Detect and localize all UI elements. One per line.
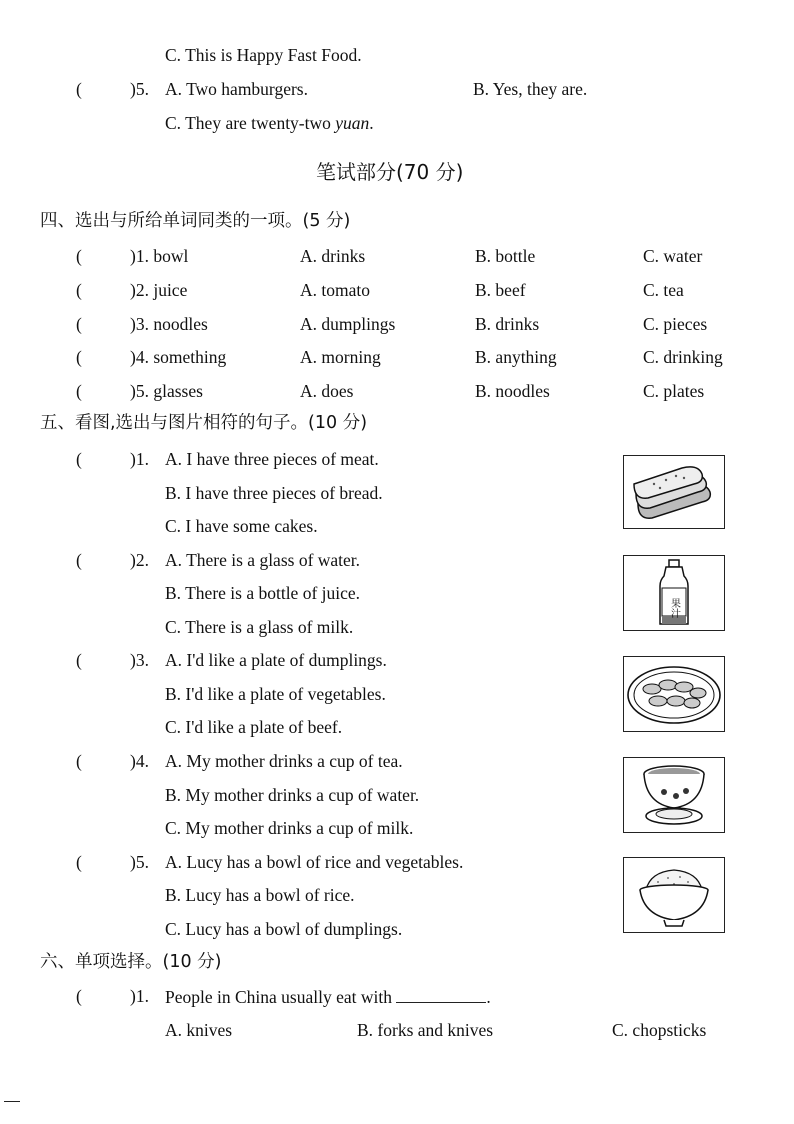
question-word: )1. bowl [130, 246, 189, 266]
tea-cup-icon [623, 757, 725, 833]
option-c: C. pieces [643, 313, 708, 334]
option-c: C. water [643, 246, 703, 266]
question-word: )3. noodles [130, 313, 208, 334]
question-number: )1. [130, 986, 149, 1006]
answer-paren[interactable]: ( [76, 449, 82, 469]
currency-word: yuan [335, 113, 370, 133]
question-number: )5. [130, 851, 149, 872]
written-part-title: 笔试部分(70 分) [316, 160, 464, 184]
option-c: C. There is a glass of milk. [165, 616, 354, 637]
option-a: A. tomato [300, 279, 370, 300]
option-b: B. Yes, they are. [473, 79, 588, 99]
option-a: A. drinks [300, 246, 366, 266]
option-c: C. tea [643, 279, 684, 300]
option-a: A. Two hamburgers. [165, 79, 308, 99]
bottle-label: 果汁 [668, 598, 680, 618]
option-b: B. I have three pieces of bread. [165, 482, 383, 503]
option-b: B. bottle [475, 246, 536, 266]
rice-bowl-icon [623, 857, 725, 933]
question-number: )2. [130, 549, 149, 570]
option-a: A. Lucy has a bowl of rice and vegetables. [165, 851, 464, 872]
option-b: B. beef [475, 279, 526, 300]
section5-heading: 五、看图,选出与图片相符的句子。(10 分) [40, 413, 368, 433]
option-a: A. There is a glass of water. [165, 549, 361, 570]
option-c: C. I'd like a plate of beef. [165, 717, 343, 738]
option-c: C. They are twenty-two yuan. [165, 113, 374, 133]
answer-paren[interactable]: ( [76, 313, 82, 334]
option-b: B. I'd like a plate of vegetables. [165, 683, 386, 704]
question-word: )4. something [130, 347, 227, 368]
option-b: B. forks and knives [357, 1020, 494, 1040]
option-a: A. dumplings [300, 313, 396, 334]
option-b: B. noodles [475, 381, 550, 402]
option-b: B. Lucy has a bowl of rice. [165, 885, 355, 906]
answer-blank[interactable] [396, 988, 486, 1003]
answer-paren[interactable]: ( [76, 751, 82, 772]
question-number: )3. [130, 650, 149, 671]
answer-paren[interactable]: ( [76, 246, 82, 266]
option-c: C. My mother drinks a cup of milk. [165, 818, 414, 839]
question-number: )5. [130, 79, 149, 99]
question-number: )4. [130, 751, 149, 772]
section4-heading: 四、选出与所给单词同类的一项。(5 分) [40, 211, 351, 231]
option-b: B. My mother drinks a cup of water. [165, 784, 420, 805]
dumplings-plate-icon [623, 656, 725, 732]
answer-paren[interactable]: ( [76, 986, 82, 1006]
option-c: C. Lucy has a bowl of dumplings. [165, 918, 403, 939]
answer-paren[interactable]: ( [76, 549, 82, 570]
answer-paren[interactable]: ( [76, 381, 82, 402]
option-b: B. anything [475, 347, 557, 368]
option-a: A. morning [300, 347, 381, 368]
answer-paren[interactable]: ( [76, 851, 82, 872]
question-number: )1. [130, 449, 149, 469]
option-c: C. plates [643, 381, 705, 402]
question-word: )2. juice [130, 279, 188, 300]
q4-option-c: C. This is Happy Fast Food. [165, 45, 362, 65]
page-edge-mark [4, 1101, 20, 1102]
question-stem: People in China usually eat with . [165, 987, 491, 1007]
section6-heading: 六、单项选择。(10 分) [40, 952, 222, 972]
juice-bottle-icon [623, 555, 725, 631]
option-b: B. drinks [475, 313, 540, 334]
option-c: C. drinking [643, 347, 723, 368]
answer-paren[interactable]: ( [76, 347, 82, 368]
option-c: C. chopsticks [612, 1020, 707, 1040]
option-a: A. I have three pieces of meat. [165, 449, 379, 469]
option-c: C. I have some cakes. [165, 516, 318, 536]
question-word: )5. glasses [130, 381, 203, 402]
answer-paren[interactable]: ( [76, 279, 82, 300]
answer-paren[interactable]: ( [76, 650, 82, 671]
option-b: B. There is a bottle of juice. [165, 583, 361, 604]
option-a: A. My mother drinks a cup of tea. [165, 751, 403, 772]
option-a: A. knives [165, 1020, 233, 1040]
answer-paren[interactable]: ( [76, 79, 82, 99]
option-a: A. does [300, 381, 354, 402]
option-a: A. I'd like a plate of dumplings. [165, 650, 387, 671]
bread-slices-icon [623, 455, 725, 529]
